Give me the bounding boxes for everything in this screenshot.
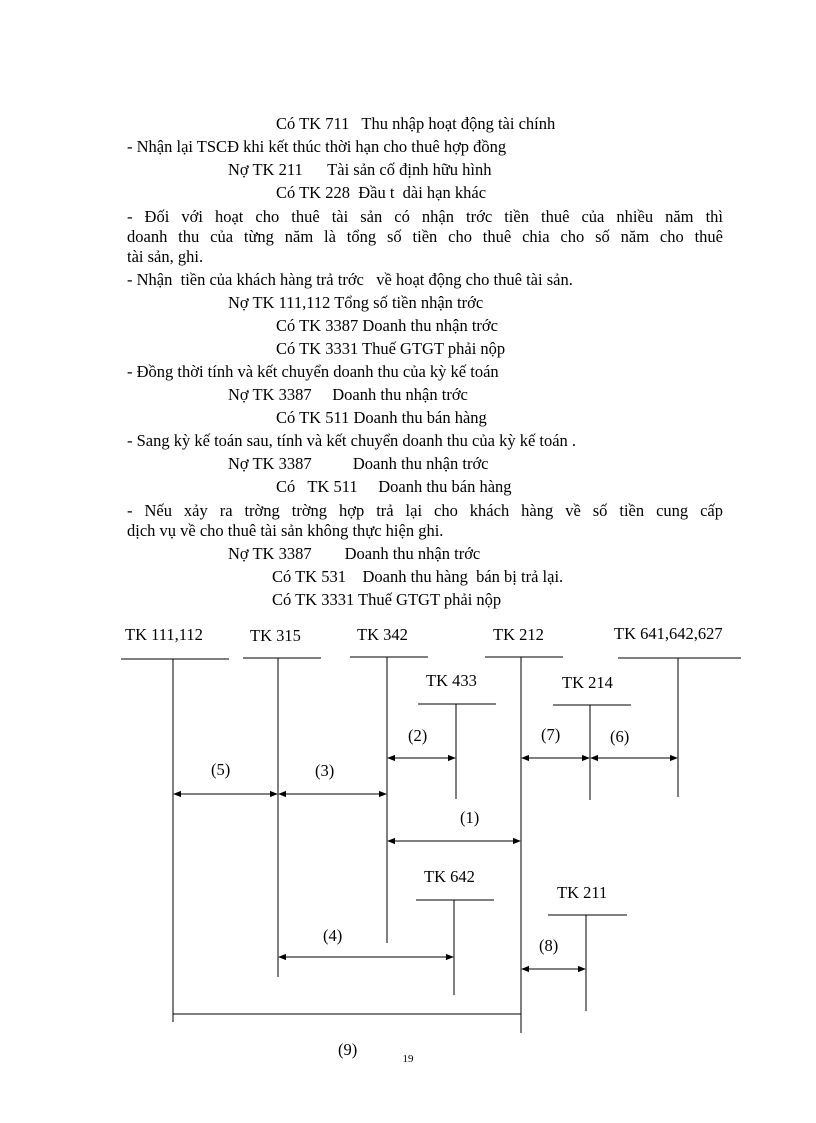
entry-label-6: (6) — [610, 727, 630, 746]
entry-label-5: (5) — [211, 760, 231, 779]
text-line-dong-thoi: - Đồng thời tính và kết chuyển doanh thu của kỳ kế toán — [127, 362, 499, 381]
text-line-no-tk-3387-a: Nợ TK 3387 Doanh thu nhận trớc — [228, 385, 468, 404]
entry-label-8: (8) — [539, 936, 559, 955]
text-line-sang-ky: - Sang kỳ kế toán sau, tính và kết chuyển doanh thu của kỳ kế toán . — [127, 431, 577, 450]
account-label-tk212: TK 212 — [493, 625, 544, 644]
paragraph-line-3: tài sản, ghi. — [127, 247, 204, 266]
text-line-co-tk-3331: Có TK 3331 Thuế GTGT phải nộp — [276, 339, 506, 358]
entry-label-2: (2) — [408, 726, 428, 745]
entry-label-1: (1) — [460, 808, 480, 827]
text-line-no-tk-3387-c: Nợ TK 3387 Doanh thu nhận trớc — [228, 544, 481, 563]
account-label-tk642: TK 642 — [424, 867, 475, 886]
account-label-tk433: TK 433 — [426, 671, 477, 690]
paragraph2-line-1: - Nếu xảy ra trờng trờng hợp trả lại cho khách hàng về số tiền cung cấp — [127, 501, 723, 520]
account-label-tk111: TK 111,112 — [125, 625, 203, 644]
text-line-co-tk-228: Có TK 228 Đầu t dài hạn khác — [276, 183, 487, 202]
entry-label-7: (7) — [541, 725, 561, 744]
text-line-no-tk-211: Nợ TK 211 Tài sản cố định hữu hình — [228, 160, 492, 179]
text-line-no-tk-111: Nợ TK 111,112 Tổng số tiền nhận trớc — [228, 293, 484, 312]
text-line-nhan-lai-tscd: - Nhận lại TSCĐ khi kết thúc thời hạn cho thuê hợp đồng — [127, 137, 507, 156]
text-line-co-tk-511-a: Có TK 511 Doanh thu bán hàng — [276, 408, 487, 427]
text-line-co-tk-711: Có TK 711 Thu nhập hoạt động tài chính — [276, 114, 556, 133]
page-number: 19 — [402, 1053, 414, 1065]
entry-label-9: (9) — [338, 1040, 358, 1059]
account-label-tk214: TK 214 — [562, 673, 613, 692]
paragraph2-line-2: dịch vụ về cho thuê tài sản không thực hiện ghi. — [127, 521, 444, 540]
account-label-tk641: TK 641,642,627 — [614, 624, 723, 643]
text-line-no-tk-3387-b: Nợ TK 3387 Doanh thu nhận trớc — [228, 454, 489, 473]
entry-label-3: (3) — [315, 761, 335, 780]
text-line-co-tk-3387: Có TK 3387 Doanh thu nhận trớc — [276, 316, 498, 335]
account-label-tk211: TK 211 — [557, 883, 608, 902]
text-line-co-tk-511-b: Có TK 511 Doanh thu bán hàng — [276, 477, 512, 496]
paragraph-line-1: - Đối với hoạt cho thuê tài sản có nhận trớc tiền thuê của nhiều năm thì — [127, 207, 723, 226]
entry-label-4: (4) — [323, 926, 343, 945]
text-line-nhan-tien: - Nhận tiền của khách hàng trả trớc về hoạt động cho thuê tài sản. — [127, 270, 573, 289]
account-label-tk342: TK 342 — [357, 625, 408, 644]
text-line-co-tk-531: Có TK 531 Doanh thu hàng bán bị trả lại. — [272, 567, 564, 586]
account-label-tk315: TK 315 — [250, 626, 301, 645]
paragraph-line-2: doanh thu của từng năm là tổng số tiền cho thuê chia cho số năm cho thuê — [127, 227, 723, 246]
text-line-co-tk-3331-b: Có TK 3331 Thuế GTGT phải nộp — [272, 590, 502, 609]
